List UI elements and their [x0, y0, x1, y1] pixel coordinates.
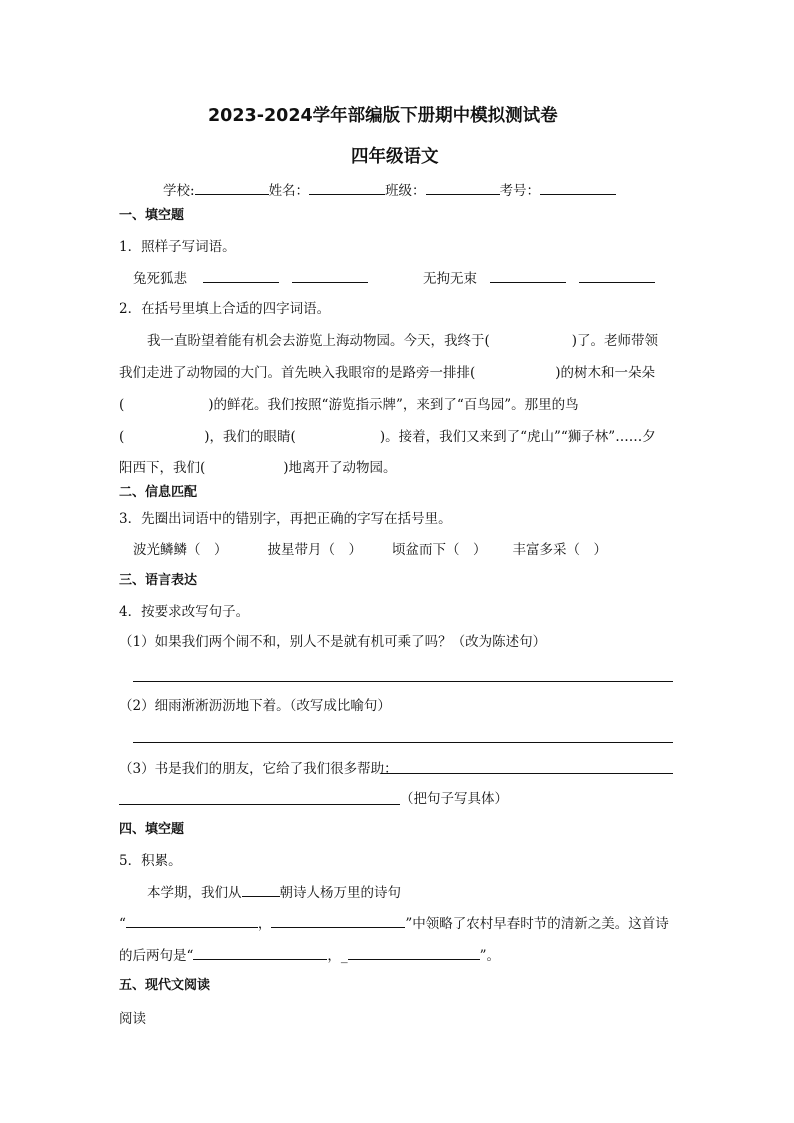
page-title: 2023-2024学年部编版下册期中模拟测试卷 [208, 106, 558, 126]
page-subtitle: 四年级语文 [351, 147, 439, 167]
q5-text: 本学期，我们从 [147, 885, 242, 901]
q1-example2: 无拘无束 [423, 271, 477, 287]
name-label: 姓名： [268, 183, 310, 199]
school-blank[interactable] [195, 181, 269, 195]
section3-heading: 三、语言表达 [119, 573, 198, 588]
q2-text: )。接着，我们又来到了“虎山”“狮子林”……夕 [379, 429, 656, 445]
q2-line2 [119, 364, 655, 382]
q3-word-4[interactable]: 丰富多采（ ） [512, 542, 607, 558]
q4-prompt: 4．按要求改写句子。 [119, 604, 250, 620]
q1-blank-2[interactable] [292, 269, 368, 283]
q1-example1: 兔死狐悲 [133, 271, 187, 287]
q4-s3-tail: （把句子写具体） [400, 791, 508, 807]
q2-line1 [147, 332, 658, 350]
q4-answer-line-3a[interactable] [381, 773, 673, 774]
q3-word-2[interactable]: 披星带月（ ） [267, 542, 362, 558]
class-label: 班级： [385, 183, 426, 199]
q5-dynasty-blank[interactable] [242, 883, 280, 897]
q5-text: 的后两句是“ [119, 948, 194, 964]
q5-line2 [119, 914, 669, 933]
q1-blank-3[interactable] [490, 269, 566, 283]
q2-text: 阳西下，我们( [119, 460, 206, 476]
q5-text: 朝诗人杨万里的诗句 [279, 885, 401, 901]
q2-text: )了。老师带领 [571, 333, 659, 349]
q2-text: 我们走进了动物园的大门。首先映入我眼帘的是路旁一排排( [119, 365, 476, 381]
read-label: 阅读 [119, 1011, 146, 1027]
q5-poem-blank-3[interactable] [193, 946, 327, 960]
q2-text: ( [119, 397, 125, 413]
q2-line3 [119, 396, 579, 414]
q5-text: ”。 [479, 948, 501, 964]
q5-poem-blank-1[interactable] [126, 914, 258, 928]
q3-row [133, 541, 607, 559]
q5-prompt: 5．积累。 [119, 853, 182, 869]
q2-line4 [119, 428, 656, 446]
q2-text: )的树木和一朵朵 [555, 365, 656, 381]
school-label: 学校: [163, 183, 195, 199]
q5-text: ”中领略了农村早春时节的清新之美。这首诗 [405, 916, 669, 932]
q5-text: “ [119, 916, 126, 932]
q4-s2: （2）细雨淅淅沥沥地下着。（改写成比喻句） [119, 698, 391, 714]
q5-poem-blank-2[interactable] [271, 914, 405, 928]
q2-text: )的鲜花。我们按照“游览指示牌”，来到了“百鸟园”。那里的鸟 [208, 397, 579, 413]
q4-s1: （1）如果我们两个闹不和，别人不是就有机可乘了吗？（改为陈述句） [119, 634, 547, 650]
number-label: 考号： [499, 183, 541, 199]
q1-row [133, 269, 655, 288]
q2-prompt: 2．在括号里填上合适的四字词语。 [119, 301, 331, 317]
section5-heading: 五、现代文阅读 [119, 978, 211, 993]
q1-blank-1[interactable] [203, 269, 279, 283]
q3-word-3[interactable]: 顷盆而下（ ） [392, 542, 487, 558]
name-blank[interactable] [309, 181, 385, 195]
q2-text: 我一直盼望着能有机会去游览上海动物园。今天，我终于( [147, 333, 490, 349]
info-row [163, 181, 616, 200]
q3-prompt: 3．先圈出词语中的错别字，再把正确的字写在括号里。 [119, 511, 452, 527]
q5-poem-blank-4[interactable] [348, 946, 480, 960]
q4-answer-line-3b[interactable] [119, 804, 400, 805]
q4-answer-line-2[interactable] [133, 742, 673, 743]
q2-text: )，我们的眼睛( [204, 429, 296, 445]
q4-answer-line-1[interactable] [133, 681, 673, 682]
q2-text: )地离开了动物园。 [283, 460, 397, 476]
q2-line5 [119, 459, 397, 477]
q5-line3 [119, 946, 500, 965]
q5-line1 [147, 883, 401, 902]
q5-text: ， [257, 916, 272, 932]
section2-heading: 二、信息匹配 [119, 485, 198, 500]
q1-prompt: 1．照样子写词语。 [119, 239, 236, 255]
q3-word-1[interactable]: 波光鳞鳞（ ） [133, 542, 228, 558]
q4-s3: （3）书是我们的朋友，它给了我们很多帮助： [119, 761, 398, 777]
q2-text: ( [119, 429, 125, 445]
section1-heading: 一、填空题 [119, 208, 185, 223]
class-blank[interactable] [426, 181, 500, 195]
q5-text: ，_ [327, 948, 348, 964]
section4-heading: 四、填空题 [119, 822, 185, 837]
q1-blank-4[interactable] [579, 269, 655, 283]
number-blank[interactable] [540, 181, 616, 195]
